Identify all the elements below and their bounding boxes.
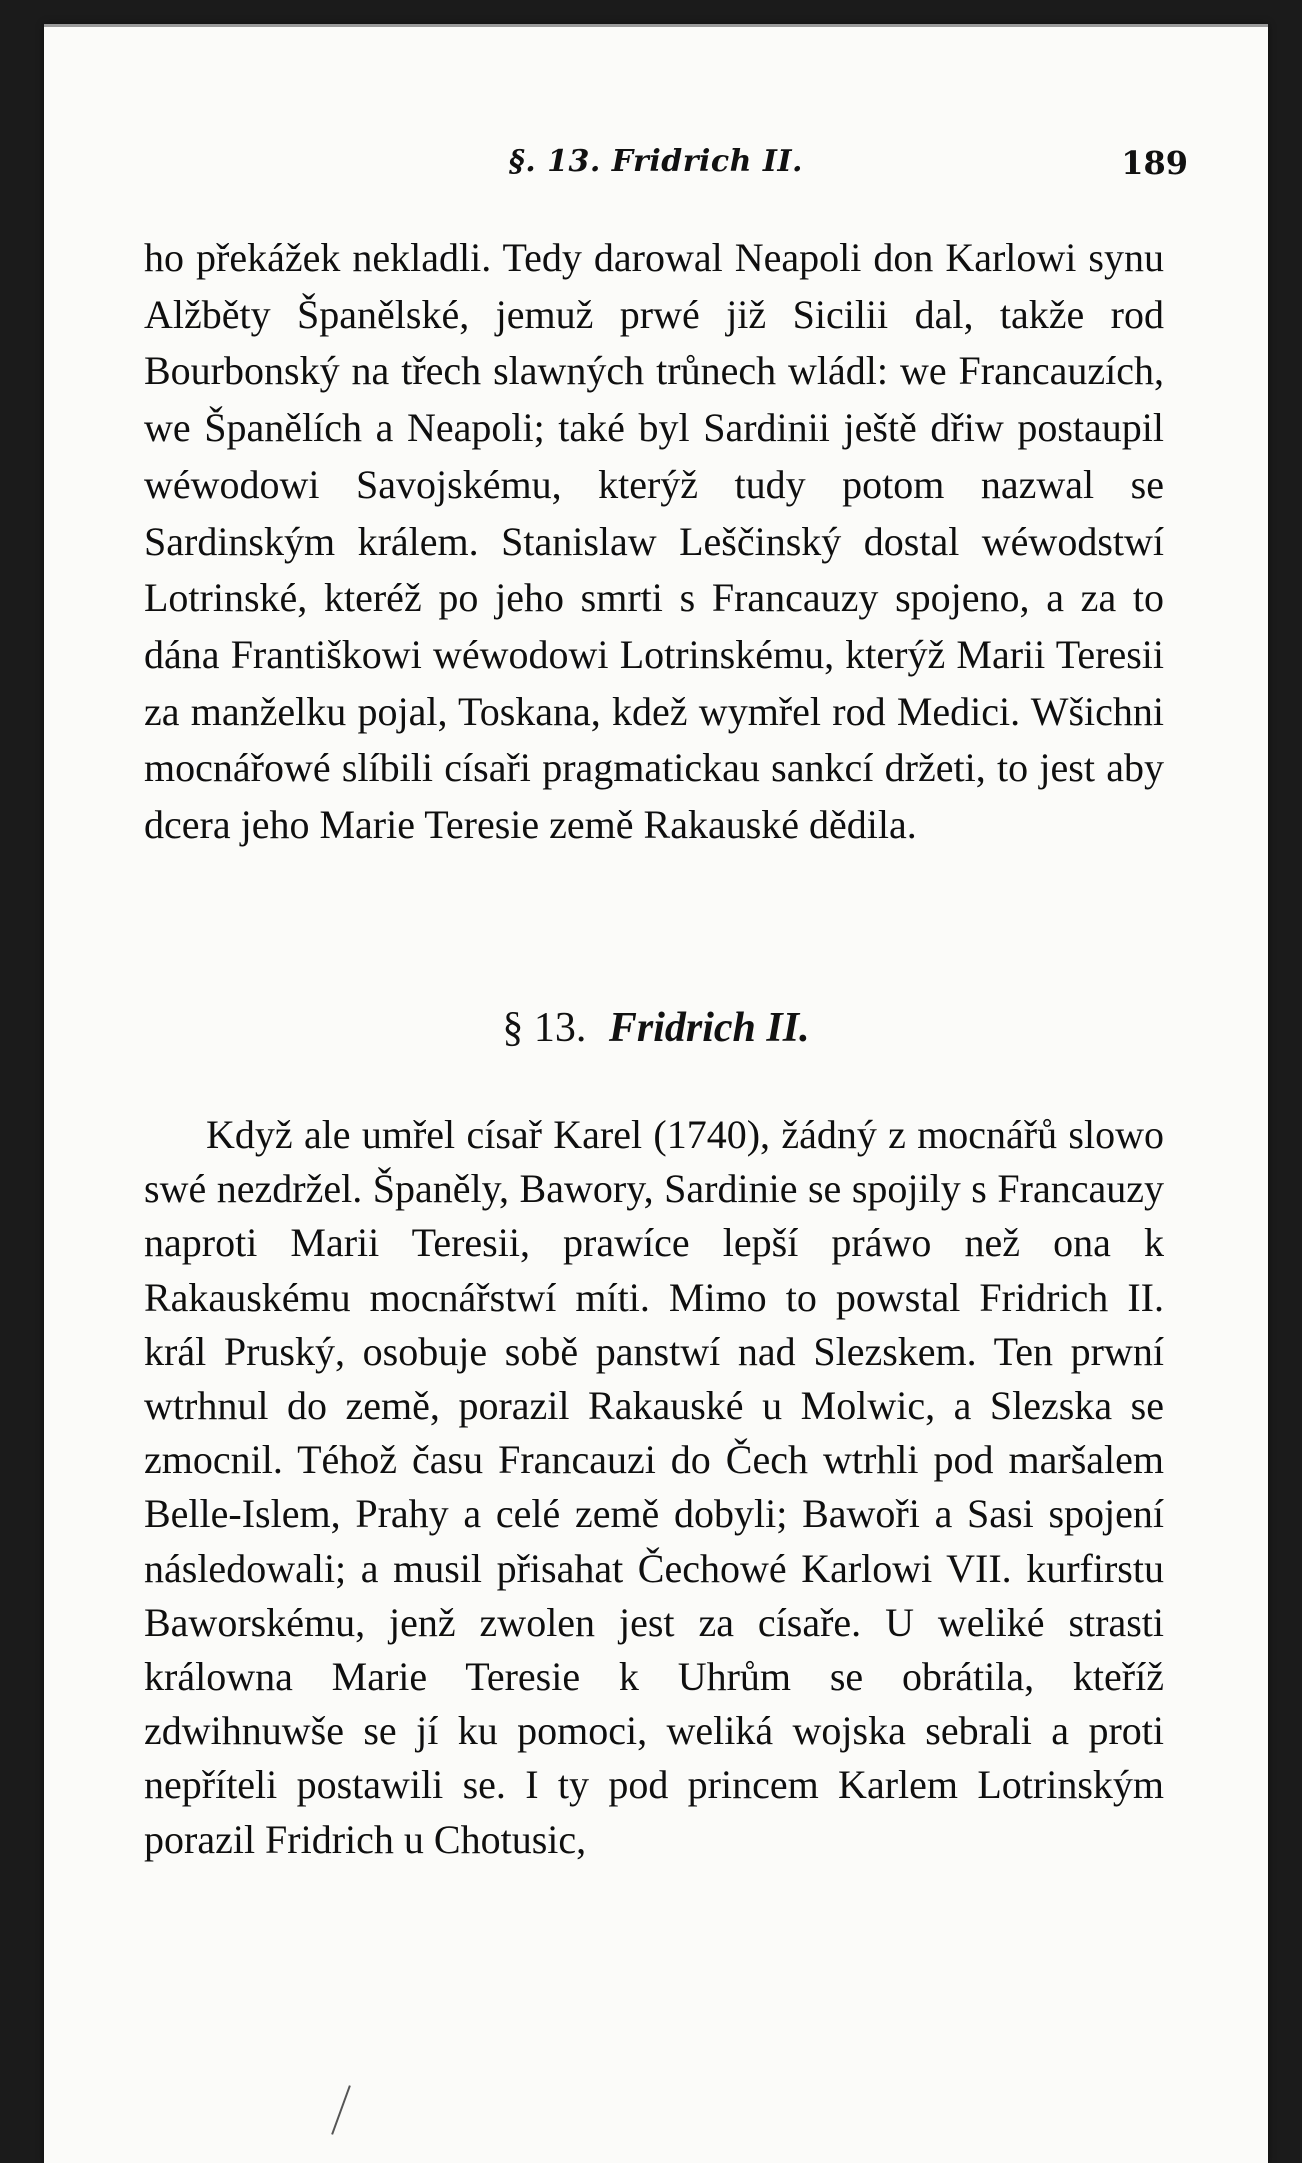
pencil-mark <box>331 2085 351 2135</box>
paragraph-1-block <box>144 230 1164 854</box>
section-title: Fridrich II. <box>608 1005 810 1051</box>
book-page <box>44 24 1268 2163</box>
page-edge <box>44 24 1268 27</box>
section-number: § 13. <box>502 1005 587 1051</box>
section-heading <box>44 1004 1268 1052</box>
paragraph-1: ho překážek nekladli. Tedy darowal Neapoli don Karlowi synu Alžběty Španělské, jemuž prwé již Sicilii dal, takže rod Bourbonský na třech slawných trůnech wládl: we Francauzích, we Španělích a Neapoli; také byl Sardinii ještě dřiw postaupil wéwodowi Savojskému, kterýž tudy potom nazwal se Sardinským králem. Stanislaw Leščinský dostal wéwodstwí Lotrinské, kteréž po jeho smrti s Francauzy spojeno, a za to dána Františkowi wéwodowi Lotrinskému, kterýž Marii Teresii za manželku pojal, Toskana, kdež wymřel rod Medici. Wšichni mocnářowé slíbili císaři pragmatickau sankcí držeti, to jest aby dcera jeho Marie Teresie země Rakauské dědila. <box>144 235 1164 848</box>
paragraph-2: Když ale umřel císař Karel (1740), žádný z mocnářů slowo swé nezdržel. Španěly, Bawory, Sardinie se spojily s Francauzy naproti Marii Teresii, prawíce lepší práwo než ona k Rakauskému mocnářstwí míti. Mimo to powstal Fridrich II. král Pruský, osobuje sobě panstwí nad Slezskem. Ten prwní wtrhnul do země, porazil Rakauské u Molwic, a Slezska se zmocnil. Téhož času Francauzi do Čech wtrhli pod maršalem Belle-Islem, Prahy a celé země dobyli; Bawoři a Sasi spojení následowali; a musil přisahat Čechowé Karlowi VII. kurfirstu Baworskému, jenž zwolen jest za císaře. U weliké strasti králowna Marie Teresie k Uhrům se obrátila, kteříž zdwihnuwše se jí ku pomoci, weliká wojska sebrali a proti nepříteli postawili se. I ty pod princem Karlem Lotrinským porazil Fridrich u Chotusic, <box>144 1112 1164 1862</box>
paragraph-2-block <box>144 1108 1164 1867</box>
running-title: §. 13. Fridrich II. <box>509 144 803 179</box>
page-number: 189 <box>1121 144 1188 182</box>
running-header <box>44 144 1268 184</box>
